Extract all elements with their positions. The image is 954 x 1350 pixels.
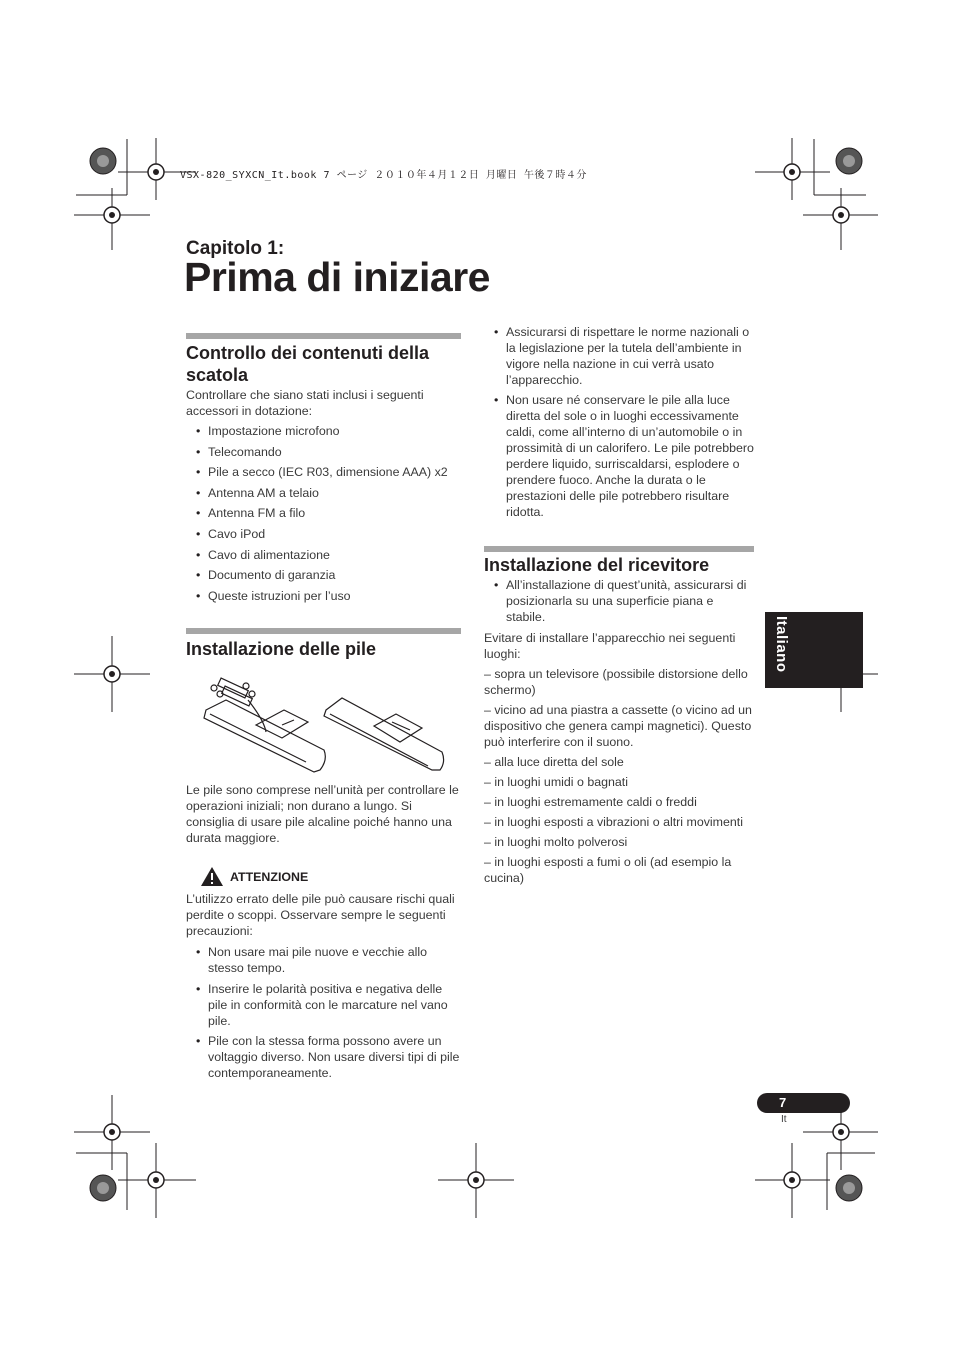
list-item: • Inserire le polarità positiva e negativa delle pile in conformità con le marcature nel vano pile. <box>186 981 462 1029</box>
warning-icon <box>200 866 224 887</box>
list-item: • Cavo di alimentazione <box>186 547 466 563</box>
list-item: • Pile a secco (IEC R03, dimensione AAA) x2 <box>186 464 466 480</box>
avoid-item: – in luoghi estremamente caldi o freddi <box>484 795 697 809</box>
section-title-contents: Controllo dei contenuti della scatola <box>186 343 429 385</box>
avoid-intro: Evitare di installare l’apparecchio nei seguenti luoghi: <box>484 631 736 661</box>
print-header-line: VSX-820_SYXCN_It.book 7 ページ ２０１０年４月１２日 月曜日 午後７時４分 <box>180 170 587 181</box>
avoid-item: – in luoghi esposti a fumi o oli (ad esempio la cucina) <box>484 855 732 885</box>
list-item: • Queste istruzioni per l’uso <box>186 588 466 604</box>
list-item: • All’installazione di quest’unità, assicurarsi di posizionarla su una superficie piana e stabile. <box>484 577 756 625</box>
page-number-badge <box>757 1093 850 1113</box>
avoid-item: – alla luce diretta del sole <box>484 755 624 769</box>
list-item: • Cavo iPod <box>186 526 466 542</box>
contents-list <box>186 423 466 604</box>
warning-list <box>186 944 462 1081</box>
battery-installation-illustration <box>196 670 451 775</box>
avoid-list <box>484 666 756 886</box>
avoid-item: – in luoghi esposti a vibrazioni o altri movimenti <box>484 815 743 829</box>
page-number: 7 <box>779 1095 787 1110</box>
language-label: Italiano <box>773 616 790 673</box>
receiver-list <box>484 577 756 625</box>
warning-label: ATTENZIONE <box>230 870 309 884</box>
batteries-body: Le pile sono comprese nell’unità per controllare le operazioni iniziali; non durano a lungo. Si consiglia di usare pile alcaline poiché hanno una durata maggiore. <box>186 783 459 845</box>
chapter-label: Capitolo 1: <box>186 238 285 259</box>
section-title-receiver: Installazione del ricevitore <box>484 555 710 575</box>
warning-text: L’utilizzo errato delle pile può causare rischi quali perdite o scoppi. Osservare sempre le seguenti precauzioni: <box>186 892 455 938</box>
avoid-item: – in luoghi umidi o bagnati <box>484 775 628 789</box>
list-item: • Non usare mai pile nuove e vecchie allo stesso tempo. <box>186 944 462 976</box>
avoid-item: – vicino ad una piastra a cassette (o vicino ad un dispositivo che genera campi magnetici). Questo può interferire con il suono. <box>484 703 752 749</box>
avoid-item: – sopra un televisore (possibile distorsione dello schermo) <box>484 667 748 697</box>
list-item: • Documento di garanzia <box>186 567 466 583</box>
list-item: • Pile con la stessa forma possono avere un voltaggio diverso. Non usare diversi tipi di pile contemporaneamente. <box>186 1033 462 1081</box>
page-language-code: It <box>781 1114 787 1125</box>
list-item: • Telecomando <box>186 444 466 460</box>
avoid-item: – in luoghi molto polverosi <box>484 835 628 849</box>
section-divider <box>186 628 461 634</box>
list-item: • Assicurarsi di rispettare le norme nazionali o la legislazione per la tutela dell’ambiente in vigore nella nazione in cui verrà usato l’apparecchio. <box>484 324 756 388</box>
chapter-title: Prima di iniziare <box>184 254 490 300</box>
list-item: • Impostazione microfono <box>186 423 466 439</box>
list-item: • Non usare né conservare le pile alla luce diretta del sole o in luoghi eccessivamente caldi, come all’interno di un’automobile o in prossimità di un calorifero. Le pile potrebbero perdere liquido, surriscaldarsi, esplodere o prendere fuoco. Anche la durata o le prestazioni delle pile potrebbero risultare ridotta. <box>484 392 756 520</box>
section-divider <box>484 546 754 552</box>
list-item: • Antenna FM a filo <box>186 505 466 521</box>
section-divider <box>186 333 461 339</box>
language-side-tab <box>765 612 863 688</box>
section-title-batteries: Installazione delle pile <box>186 639 377 659</box>
contents-intro: Controllare che siano stati inclusi i seguenti accessori in dotazione: <box>186 388 424 418</box>
list-item: • Antenna AM a telaio <box>186 485 466 501</box>
battery-precautions-list <box>484 324 756 520</box>
